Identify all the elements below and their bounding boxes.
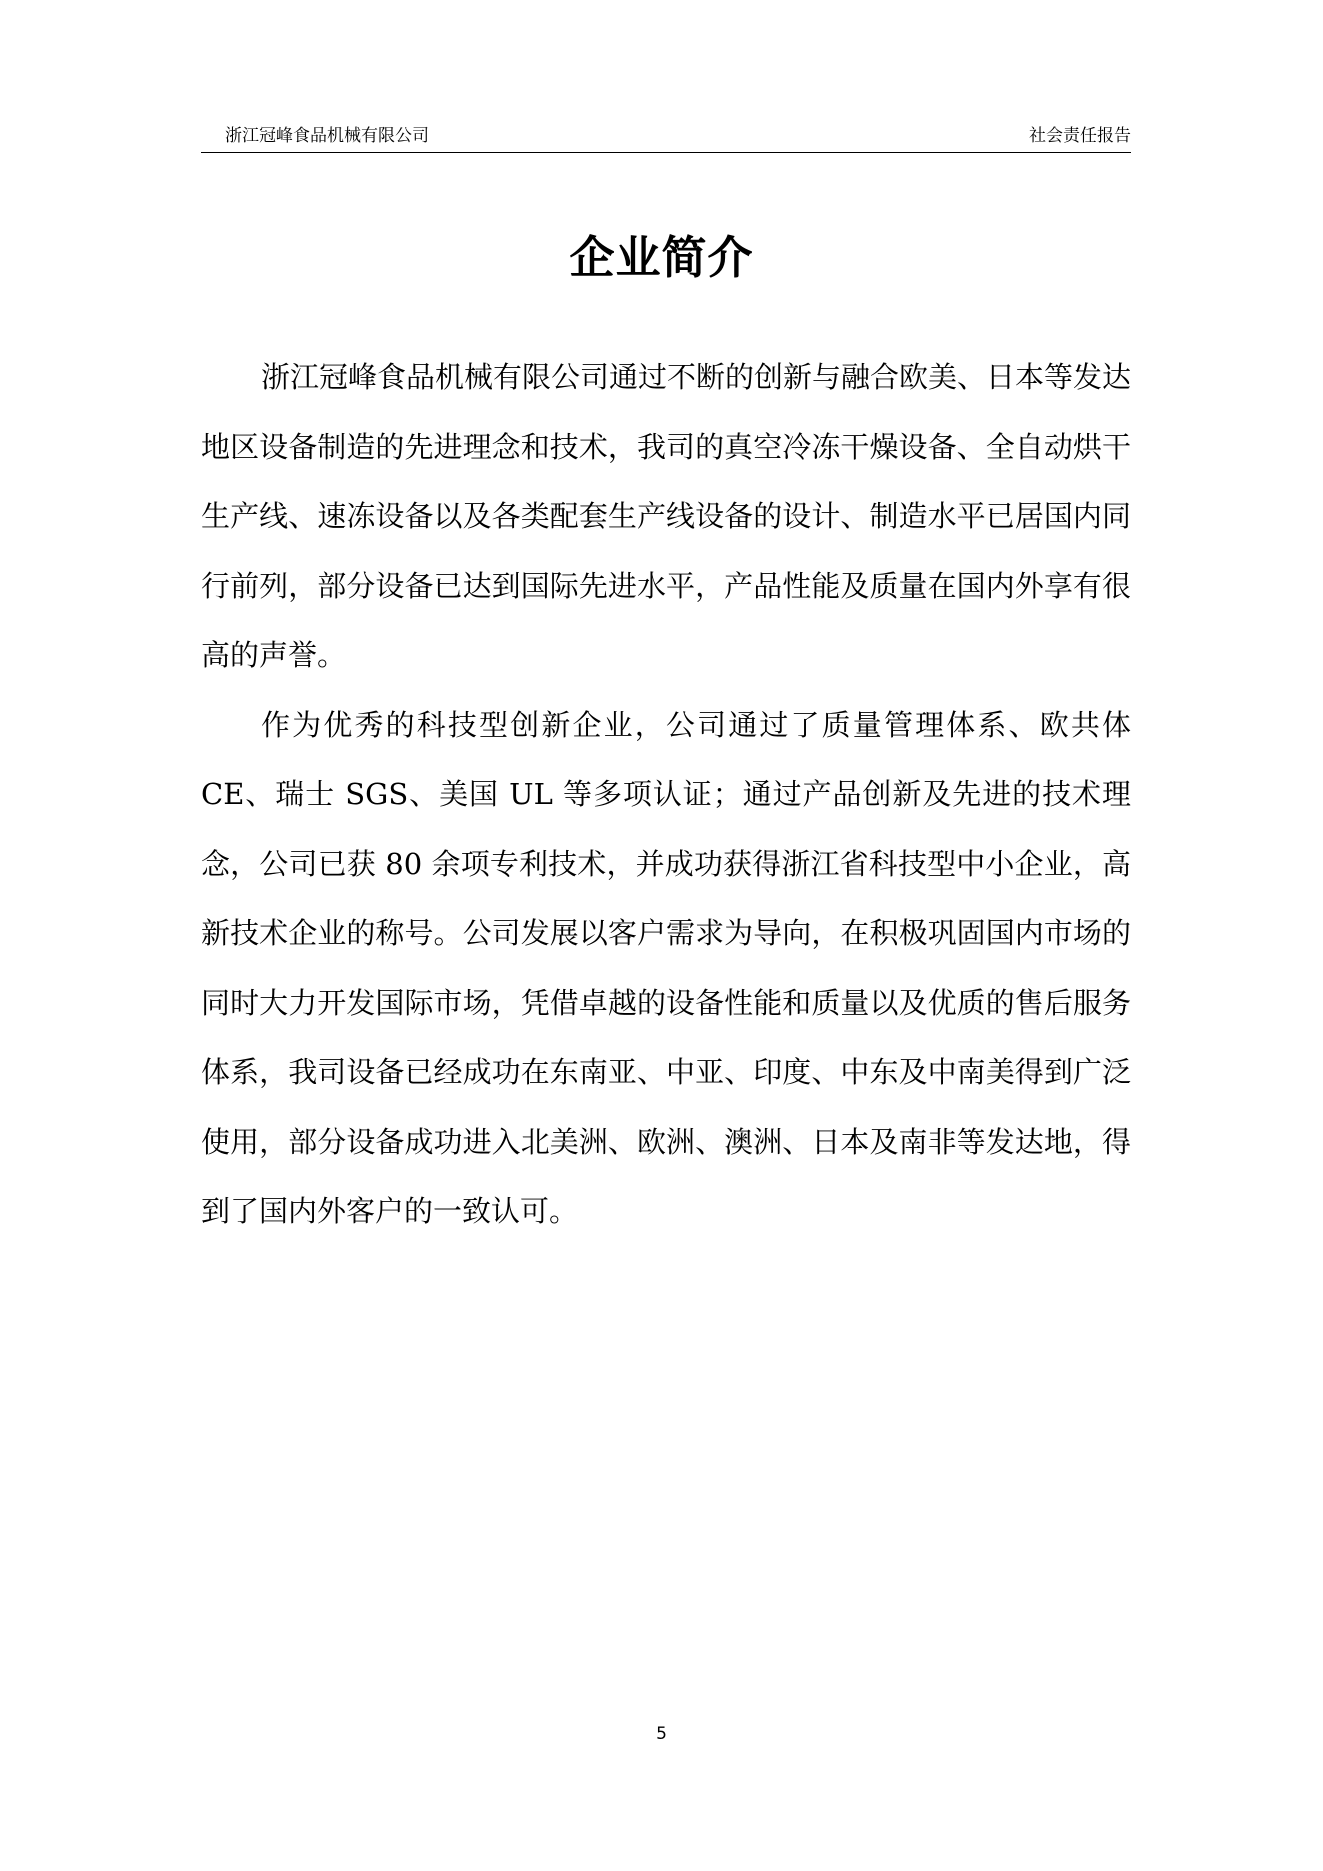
header-company-name: 浙江冠峰食品机械有限公司 [225,126,429,146]
page-title: 企业简介 [569,231,754,284]
page-header [201,118,1131,153]
body-text [201,343,1131,1247]
paragraph-certifications: 作为优秀的科技型创新企业，公司通过了质量管理体系、欧共体CE、瑞士 SGS、美国 UL 等多项认证；通过产品创新及先进的技术理念，公司已获 80 余项专利技术，并成功获得浙江省科技型中小企业，高新技术企业的称号。公司发展以客户需求为导向，在积极巩固国内市场的同时大力开发国际市场，凭借卓越的设备性能和质量以及优质的售后服务体系，我司设备已经成功在东南亚、中亚、印度、中东及中南美得到广泛使用，部分设备成功进入北美洲、欧洲、澳洲、日本及南非等发达地，得到了国内外客户的一致认可。 [201,707,1131,1228]
paragraph-intro: 浙江冠峰食品机械有限公司通过不断的创新与融合欧美、日本等发达地区设备制造的先进理念和技术，我司的真空冷冻干燥设备、全自动烘干生产线、速冻设备以及各类配套生产线设备的设计、制造水平已居国内同行前列，部分设备已达到国际先进水平，产品性能及质量在国内外享有很高的声誉。 [201,360,1132,672]
header-report-title: 社会责任报告 [1029,126,1131,146]
page-number: 5 [656,1724,667,1744]
